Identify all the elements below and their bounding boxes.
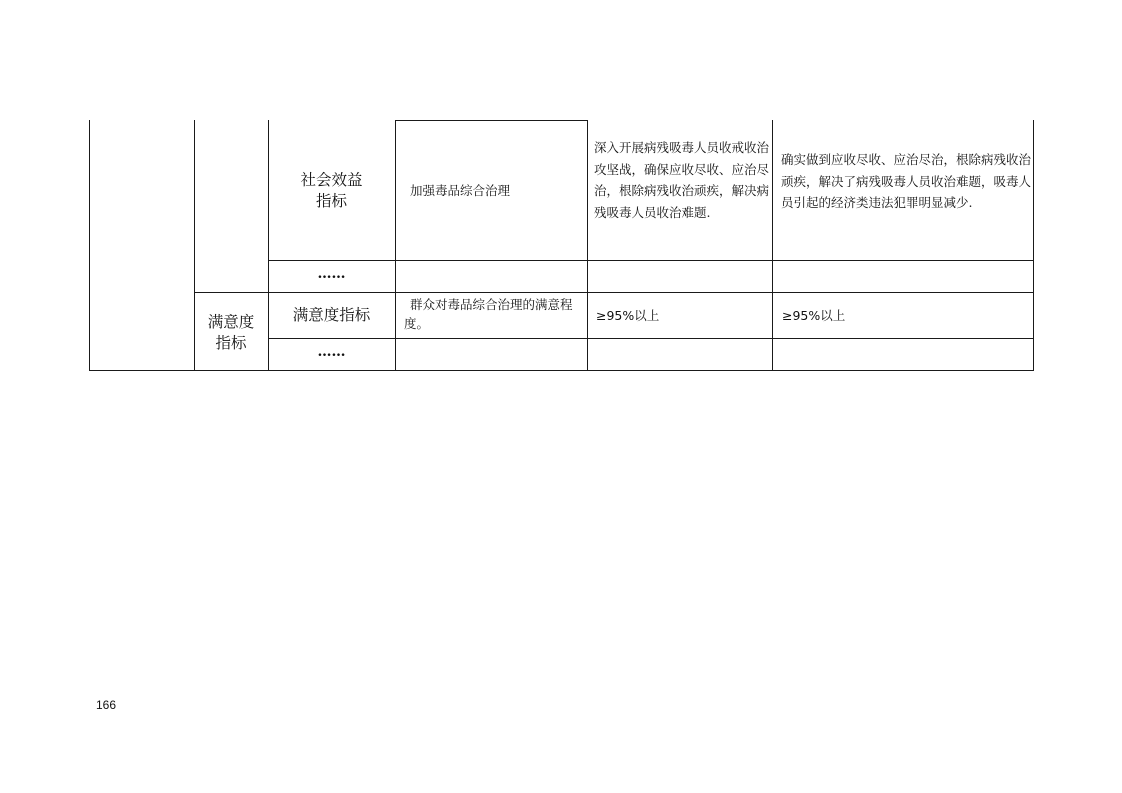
- table-border-left: [89, 120, 90, 371]
- column-divider-4: [587, 120, 588, 371]
- level3-label-satisfaction: 满意度指标: [292, 306, 371, 324]
- column-divider-3: [395, 120, 396, 371]
- level2-label-satisfaction: 满意度 指标: [207, 313, 255, 352]
- indicator-cell: 加强毒品综合治理: [410, 183, 511, 198]
- ellipsis-cell: ……: [317, 344, 346, 360]
- row-divider-3: [268, 338, 1034, 339]
- column-divider-2: [268, 120, 269, 371]
- row-divider-1: [268, 260, 1034, 261]
- actual-cell: ≥95%以上: [782, 308, 846, 323]
- table-border-bottom: [89, 370, 1034, 371]
- ellipsis-cell: ……: [317, 266, 346, 282]
- cell-top-border: [395, 120, 587, 121]
- page-number: 166: [96, 698, 117, 712]
- level3-label-social-benefit: 社会效益 指标: [300, 171, 363, 210]
- table-border-right: [1033, 120, 1034, 371]
- row-divider-2: [194, 292, 1034, 293]
- indicator-cell: 群众对毒品综合治理的满意程度。: [404, 297, 573, 331]
- target-cell: 深入开展病残吸毒人员收戒收治攻坚战，确保应收尽收、应治尽治，根除病残收治顽疾，解决病残吸毒人员收治难题.: [594, 140, 770, 220]
- target-cell: ≥95%以上: [596, 308, 660, 323]
- column-divider-5: [772, 120, 773, 371]
- actual-cell: 确实做到应收尽收、应治尽治，根除病残收治顽疾，解决了病残吸毒人员收治难题，吸毒人员引起的经济类违法犯罪明显减少.: [781, 152, 1032, 210]
